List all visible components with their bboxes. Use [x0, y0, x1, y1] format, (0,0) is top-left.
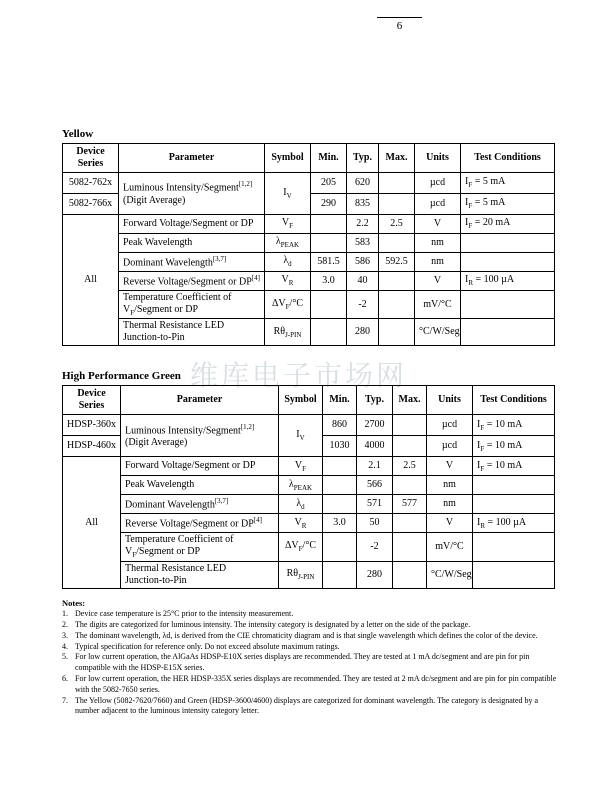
test-conditions-cell — [461, 253, 555, 272]
table-row — [63, 253, 555, 272]
max-cell — [393, 533, 427, 561]
max-cell — [393, 561, 427, 588]
test-sub: R — [480, 521, 486, 530]
test-pre: I — [465, 217, 469, 229]
param-text: Dominant Wavelength — [123, 257, 213, 269]
min-cell — [323, 561, 357, 588]
watermark: 维库电子市场网 — [190, 359, 408, 392]
max-cell: 2.5 — [393, 457, 427, 476]
min-cell — [311, 215, 347, 234]
symbol-base: Rθ — [273, 325, 286, 337]
max-cell — [379, 194, 415, 215]
green-section — [62, 370, 562, 588]
p2-pre: V — [123, 304, 131, 315]
header-row — [63, 386, 555, 415]
symbol-cell — [265, 253, 311, 272]
param-line2 — [125, 546, 274, 559]
device-cell-all: All — [63, 457, 121, 588]
min-cell: 1030 — [323, 436, 357, 457]
test-pre: I — [465, 274, 469, 286]
test-post: = 10 mA — [484, 439, 523, 451]
min-cell — [323, 457, 357, 476]
device-cell: HDSP-460x — [63, 436, 121, 457]
test-conditions-cell — [473, 514, 555, 533]
typ-cell: 586 — [347, 253, 379, 272]
param-text: Temperature Coefficient of — [123, 292, 232, 303]
param-text: Peak Wavelength — [123, 237, 193, 248]
param-line2 — [123, 304, 260, 317]
footnote-ref: [4] — [253, 516, 262, 525]
units-cell: V — [427, 514, 473, 533]
footnote-ref: [3,7] — [214, 497, 229, 506]
symbol-base: ΔV — [271, 298, 286, 309]
symbol-base: λ — [275, 236, 281, 248]
page-number: 6 — [396, 20, 403, 32]
yellow-spec-table — [62, 143, 555, 346]
max-cell — [393, 415, 427, 436]
test-sub: F — [468, 202, 473, 211]
test-conditions-cell — [461, 319, 555, 346]
typ-cell: 280 — [357, 561, 393, 588]
col-header-device: Device Series — [63, 386, 121, 415]
note-number: 3. — [62, 630, 68, 640]
col-header-test-conditions: Test Conditions — [461, 144, 555, 173]
parameter-cell — [119, 253, 265, 272]
test-post: = 5 mA — [472, 197, 506, 209]
typ-cell: 2.2 — [347, 215, 379, 234]
symbol-sub: d — [301, 502, 305, 511]
typ-cell: 583 — [347, 234, 379, 253]
param-text: Forward Voltage/Segment or DP — [123, 218, 254, 229]
symbol-base: V — [281, 217, 290, 229]
param-text: Luminous Intensity/Segment — [125, 425, 241, 437]
symbol-cell — [265, 272, 311, 291]
symbol-cell — [279, 415, 323, 457]
units-cell: µcd — [427, 436, 473, 457]
symbol-sub: F — [298, 545, 303, 554]
max-cell — [379, 272, 415, 291]
note-text: The dominant wavelength, λd, is derived from the CIE chromaticity diagram and is that single wavelength which defines the color of the device. — [75, 630, 538, 640]
col-header-min: Min. — [311, 144, 347, 173]
typ-cell: 571 — [357, 495, 393, 514]
typ-cell: 566 — [357, 476, 393, 495]
symbol-base: λ — [288, 478, 294, 490]
col-header-units: Units — [415, 144, 461, 173]
symbol-cell — [279, 533, 323, 561]
param-text: Reverse Voltage/Segment or DP — [123, 276, 252, 288]
symbol-sub: V — [299, 434, 305, 443]
param-text: Luminous Intensity/Segment — [123, 182, 239, 194]
table-row — [63, 215, 555, 234]
symbol-cell — [265, 234, 311, 253]
note-number: 1. — [62, 609, 68, 619]
min-cell — [323, 476, 357, 495]
symbol-sub: F — [289, 222, 294, 231]
table-row — [63, 495, 555, 514]
test-conditions-cell — [473, 533, 555, 561]
param-text: Thermal Resistance LED — [123, 320, 225, 332]
note-item — [62, 631, 562, 642]
symbol-cell — [279, 495, 323, 514]
note-text: The Yellow (5082-7620/7660) and Green (HDSP-3600/4600) displays are categorized for dominant wavelength. The category is designated by a number adjacent to the luminous intensity category letter. — [75, 695, 539, 716]
units-cell: mV/°C — [427, 533, 473, 561]
col-header-typ: Typ. — [347, 144, 379, 173]
symbol-cell — [279, 476, 323, 495]
test-conditions-cell — [473, 415, 555, 436]
page-content — [62, 128, 562, 717]
test-conditions-cell — [461, 272, 555, 291]
note-item — [62, 620, 562, 631]
page-number-rule — [377, 17, 422, 18]
test-post: = 100 µA — [485, 516, 527, 528]
test-post: = 20 mA — [472, 217, 511, 229]
p2-post: /Segment or DP — [134, 304, 199, 315]
test-post: = 100 µA — [473, 274, 515, 286]
symbol-post: /°C — [302, 540, 316, 552]
note-item — [62, 642, 562, 653]
param-text: Dominant Wavelength — [125, 499, 215, 511]
test-conditions-cell — [461, 194, 555, 215]
note-item — [62, 609, 562, 620]
typ-cell: -2 — [357, 533, 393, 561]
test-sub: F — [468, 181, 473, 190]
max-cell — [393, 514, 427, 533]
p2-post: /Segment or DP — [136, 546, 201, 558]
symbol-cell — [265, 291, 311, 319]
symbol-cell — [279, 457, 323, 476]
p2-pre: Junction-to-Pin — [125, 574, 187, 586]
test-conditions-cell — [473, 436, 555, 457]
note-item — [62, 674, 562, 696]
symbol-base: Rθ — [286, 568, 299, 580]
note-text: The digits are categorized for luminous intensity. The intensity category is designated by a letter on the side of the package. — [75, 620, 471, 630]
test-conditions-cell — [461, 291, 555, 319]
parameter-cell — [121, 476, 279, 495]
test-conditions-cell — [461, 173, 555, 194]
footnote-ref: [1,2] — [240, 422, 255, 431]
notes-section — [62, 598, 562, 717]
max-cell — [393, 476, 427, 495]
typ-cell: 40 — [347, 272, 379, 291]
symbol-base: λ — [296, 497, 302, 509]
note-number: 2. — [62, 620, 68, 630]
parameter-cell — [119, 215, 265, 234]
table-row — [63, 415, 555, 436]
symbol-sub: J-PIN — [298, 573, 315, 582]
min-cell: 581.5 — [311, 253, 347, 272]
green-table-title: High Performance Green — [62, 370, 181, 383]
max-cell — [379, 173, 415, 194]
units-cell: µcd — [427, 415, 473, 436]
table-row — [63, 319, 555, 346]
note-text: Device case temperature is 25°C prior to the intensity measurement. — [75, 609, 294, 619]
symbol-sub: F — [285, 303, 290, 311]
test-sub: F — [480, 464, 485, 473]
note-number: 6. — [62, 674, 68, 684]
note-item — [62, 652, 562, 674]
param-text: Forward Voltage/Segment or DP — [125, 460, 256, 472]
note-text: For low current operation, the AlGaAs HDSP-E10X series displays are recommended. They are tested at 1 mA dc/segment and are pin for pin compatible with the HDSP-E15X series. — [75, 652, 530, 673]
symbol-cell — [265, 319, 311, 346]
parameter-cell — [119, 173, 265, 215]
device-cell-all: All — [63, 215, 119, 346]
param-line2: (Digit Average) — [125, 437, 188, 449]
test-sub: R — [468, 279, 474, 288]
units-cell: µcd — [415, 173, 461, 194]
min-cell: 205 — [311, 173, 347, 194]
symbol-base: λ — [283, 255, 289, 267]
min-cell — [311, 319, 347, 346]
device-cell: 5082-762x — [63, 173, 119, 194]
p2-sub: F — [130, 309, 135, 317]
symbol-sub: R — [288, 279, 294, 288]
test-pre: I — [477, 439, 481, 451]
col-header-symbol: Symbol — [265, 144, 311, 173]
units-cell: °C/W/Seg — [415, 319, 461, 346]
max-cell — [393, 436, 427, 457]
note-text: For low current operation, the HER HDSP-335X series displays are recommended. They are tested at 2 mA dc/segment and are pin for pin compatible with the 5082-7650 series. — [75, 674, 557, 694]
units-cell: µcd — [415, 194, 461, 215]
max-cell: 2.5 — [379, 215, 415, 234]
p2-pre: Junction-to-Pin — [123, 332, 185, 344]
table-row — [63, 291, 555, 319]
symbol-cell — [265, 215, 311, 234]
p2-pre: V — [125, 546, 133, 558]
symbol-base: V — [281, 274, 289, 286]
note-number: 5. — [62, 652, 68, 662]
table-row — [63, 173, 555, 194]
min-cell — [311, 234, 347, 253]
min-cell — [311, 291, 347, 319]
col-header-test-conditions: Test Conditions — [473, 386, 555, 415]
device-cell: 5082-766x — [63, 194, 119, 215]
col-header-max: Max. — [393, 386, 427, 415]
symbol-base: I — [296, 429, 300, 441]
symbol-cell — [279, 561, 323, 588]
param-text: Reverse Voltage/Segment or DP — [125, 518, 254, 530]
test-pre: I — [477, 418, 481, 430]
symbol-base: ΔV — [284, 540, 299, 552]
symbol-sub: R — [301, 521, 307, 530]
p2-sub: F — [132, 551, 137, 560]
note-number: 4. — [62, 641, 68, 651]
col-header-max: Max. — [379, 144, 415, 173]
param-line2 — [123, 332, 260, 344]
test-post: = 5 mA — [472, 176, 506, 188]
test-conditions-cell — [473, 457, 555, 476]
min-cell — [323, 533, 357, 561]
typ-cell: 50 — [357, 514, 393, 533]
units-cell: V — [415, 215, 461, 234]
test-conditions-cell — [473, 476, 555, 495]
units-cell: nm — [415, 253, 461, 272]
units-cell: mV/°C — [415, 291, 461, 319]
device-cell: HDSP-360x — [63, 415, 121, 436]
max-cell — [379, 234, 415, 253]
parameter-cell — [121, 415, 279, 457]
symbol-base: V — [294, 459, 303, 471]
symbol-cell — [265, 173, 311, 215]
test-sub: F — [468, 222, 473, 231]
symbol-sub: d — [288, 260, 292, 269]
table-row — [63, 476, 555, 495]
typ-cell: 835 — [347, 194, 379, 215]
param-text: Peak Wavelength — [125, 479, 195, 491]
test-conditions-cell — [473, 495, 555, 514]
units-cell: °C/W/Seg — [427, 561, 473, 588]
table-row — [63, 234, 555, 253]
typ-cell: 280 — [347, 319, 379, 346]
param-text: Temperature Coefficient of — [125, 534, 234, 546]
col-header-typ: Typ. — [357, 386, 393, 415]
col-header-min: Min. — [323, 386, 357, 415]
min-cell: 3.0 — [323, 514, 357, 533]
max-cell: 577 — [393, 495, 427, 514]
col-header-parameter: Parameter — [119, 144, 265, 173]
test-conditions-cell — [473, 561, 555, 588]
test-sub: F — [480, 444, 485, 453]
units-cell: nm — [415, 234, 461, 253]
typ-cell: 620 — [347, 173, 379, 194]
test-conditions-cell — [461, 215, 555, 234]
typ-cell: 4000 — [357, 436, 393, 457]
units-cell: nm — [427, 495, 473, 514]
footnote-ref: [4] — [251, 273, 260, 282]
symbol-base: I — [283, 186, 287, 198]
yellow-table-title: Yellow — [62, 128, 94, 140]
notes-title: Notes: — [62, 597, 86, 608]
units-cell: nm — [427, 476, 473, 495]
header-row — [63, 144, 555, 173]
max-cell: 592.5 — [379, 253, 415, 272]
test-pre: I — [477, 459, 481, 471]
units-cell: V — [415, 272, 461, 291]
min-cell — [323, 495, 357, 514]
test-pre: I — [477, 516, 481, 528]
typ-cell: 2700 — [357, 415, 393, 436]
parameter-cell — [121, 561, 279, 588]
test-conditions-cell — [461, 234, 555, 253]
parameter-cell — [121, 457, 279, 476]
yellow-section — [62, 128, 562, 346]
symbol-base: V — [294, 516, 302, 528]
table-row — [63, 533, 555, 561]
symbol-sub: PEAK — [280, 241, 300, 250]
test-pre: I — [465, 176, 469, 188]
table-row — [63, 514, 555, 533]
param-line2: (Digit Average) — [123, 194, 186, 206]
note-item — [62, 696, 562, 718]
col-header-units: Units — [427, 386, 473, 415]
min-cell: 290 — [311, 194, 347, 215]
param-line2 — [125, 575, 274, 587]
min-cell: 3.0 — [311, 272, 347, 291]
symbol-sub: PEAK — [293, 483, 313, 492]
test-pre: I — [465, 197, 469, 209]
max-cell — [379, 291, 415, 319]
parameter-cell — [121, 514, 279, 533]
symbol-sub: F — [302, 464, 307, 473]
parameter-cell — [121, 495, 279, 514]
param-text: Thermal Resistance LED — [125, 562, 227, 574]
col-header-symbol: Symbol — [279, 386, 323, 415]
table-row — [63, 272, 555, 291]
typ-cell: -2 — [347, 291, 379, 319]
parameter-cell — [119, 291, 265, 319]
units-cell: V — [427, 457, 473, 476]
parameter-cell — [119, 272, 265, 291]
symbol-sub: J-PIN — [285, 330, 302, 339]
parameter-cell — [119, 319, 265, 346]
test-sub: F — [480, 423, 485, 432]
note-text: Typical specification for reference only. Do not exceed absolute maximum ratings. — [75, 641, 340, 651]
min-cell: 860 — [323, 415, 357, 436]
max-cell — [379, 319, 415, 346]
footnote-ref: [3,7] — [212, 254, 227, 263]
parameter-cell — [121, 533, 279, 561]
test-post: = 10 mA — [484, 459, 523, 471]
table-row — [63, 561, 555, 588]
symbol-sub: V — [286, 191, 292, 200]
green-spec-table — [62, 385, 555, 588]
col-header-parameter: Parameter — [121, 386, 279, 415]
table-row — [63, 457, 555, 476]
footnote-ref: [1,2] — [238, 180, 253, 189]
typ-cell: 2.1 — [357, 457, 393, 476]
test-post: = 10 mA — [484, 418, 523, 430]
symbol-post: /°C — [289, 298, 303, 309]
col-header-device: Device Series — [63, 144, 119, 173]
symbol-cell — [279, 514, 323, 533]
parameter-cell — [119, 234, 265, 253]
note-number: 7. — [62, 695, 68, 705]
